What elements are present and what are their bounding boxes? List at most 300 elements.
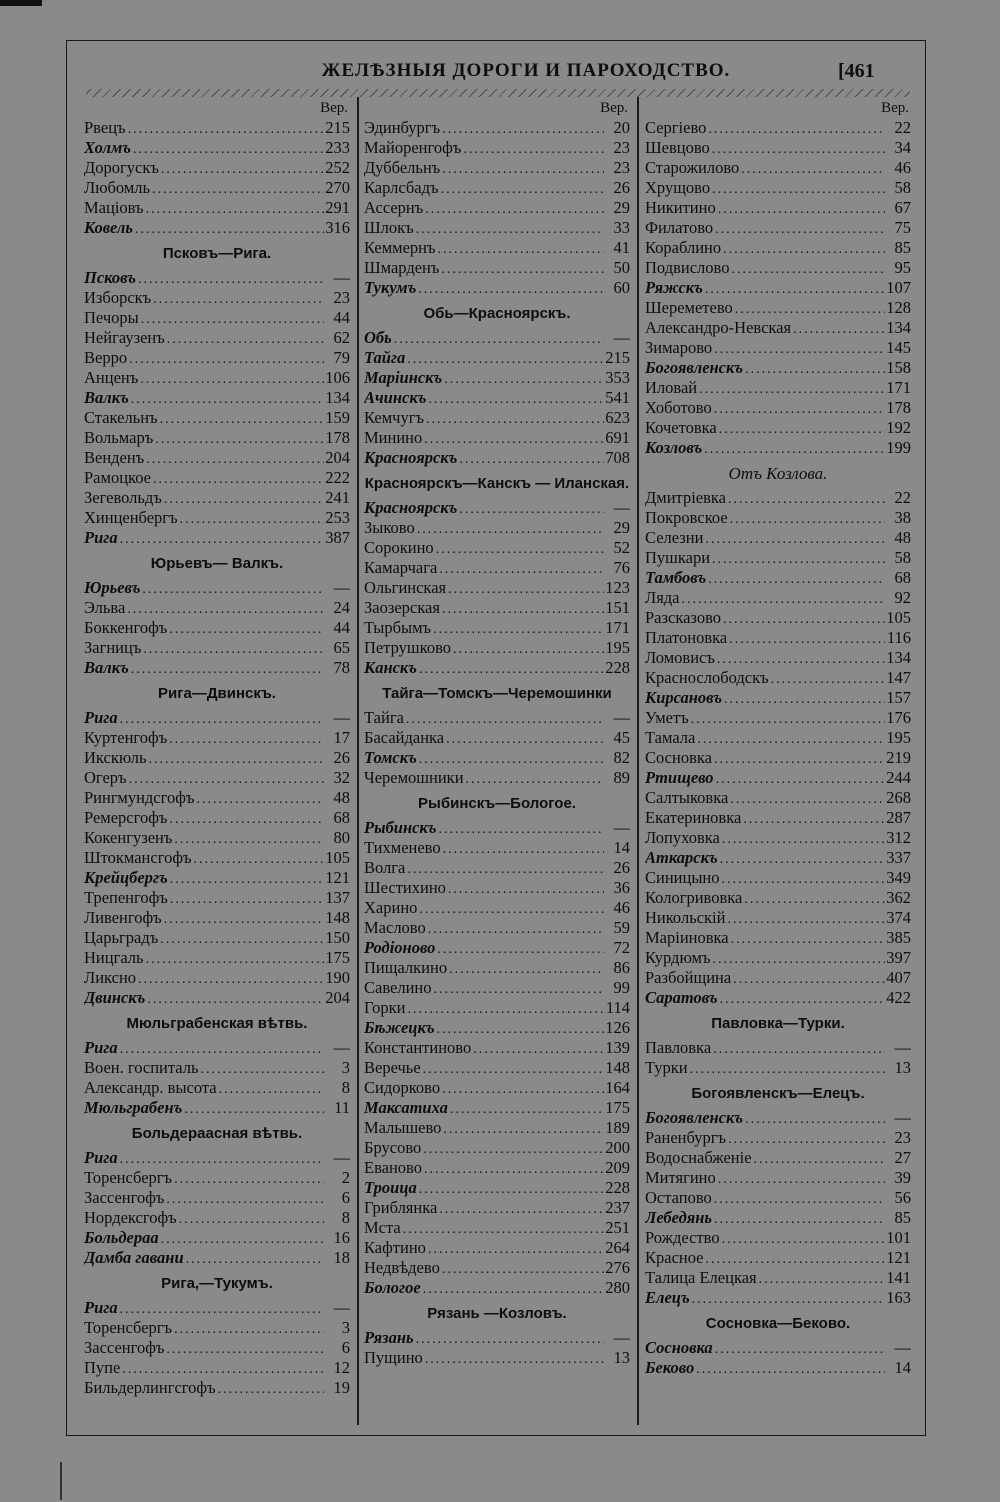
dot-leader <box>392 330 604 348</box>
distance-value: 26 <box>613 178 630 197</box>
distance-value: — <box>333 1298 350 1317</box>
station-row <box>84 1078 350 1098</box>
station-row <box>364 658 630 678</box>
station-name: Ницгаль <box>84 948 144 967</box>
distance-value: 141 <box>886 1268 911 1287</box>
station-name: Малышево <box>364 1118 442 1137</box>
distance-value: 95 <box>894 258 911 277</box>
distance-value: 58 <box>894 548 911 567</box>
station-name: Дуббельнъ <box>364 158 441 177</box>
station-row <box>645 548 911 568</box>
station-name: Верро <box>84 348 128 367</box>
distance-value: 44 <box>333 308 350 327</box>
distance-value: 85 <box>894 1208 911 1227</box>
distance-value: 353 <box>605 368 630 387</box>
dot-leader <box>471 1040 604 1058</box>
section-heading: Отъ Козлова. <box>728 464 828 483</box>
station-row <box>84 1378 350 1398</box>
distance-value: 12 <box>333 1358 350 1377</box>
dot-leader <box>136 970 324 988</box>
distance-value: 39 <box>894 1168 911 1187</box>
station-name: Тихменево <box>364 838 441 857</box>
distance-value: 192 <box>886 418 911 437</box>
station-row <box>84 1168 350 1188</box>
station-name: Покровское <box>645 508 728 527</box>
dot-leader <box>141 640 324 658</box>
station-row <box>84 808 350 828</box>
dot-leader <box>164 1190 324 1208</box>
station-row <box>645 888 911 908</box>
distance-value: 264 <box>605 1238 630 1257</box>
dot-leader <box>192 850 324 868</box>
station-row <box>84 288 350 308</box>
distance-value: 48 <box>894 528 911 547</box>
dot-leader <box>216 1380 324 1398</box>
dot-leader <box>718 990 885 1008</box>
distance-value: 121 <box>325 868 350 887</box>
corner-mark <box>0 0 42 6</box>
dot-leader <box>432 980 605 998</box>
station-name: Ликсно <box>84 968 137 987</box>
station-row <box>84 968 350 988</box>
distance-value: 79 <box>333 348 350 367</box>
station-name: Анценъ <box>84 368 139 387</box>
station-name: Торенсбергъ <box>84 1168 173 1187</box>
dot-leader <box>167 620 324 638</box>
station-row <box>364 158 630 178</box>
distance-value: 150 <box>325 928 350 947</box>
distance-value: 268 <box>886 788 911 807</box>
distance-value: 45 <box>613 728 630 747</box>
dot-leader <box>178 510 324 528</box>
station-name: Сосновка <box>645 1338 713 1357</box>
dot-leader <box>711 1040 885 1058</box>
distance-value: 27 <box>894 1148 911 1167</box>
dot-leader <box>451 640 604 658</box>
station-row <box>364 1018 630 1038</box>
station-name: Шестихино <box>364 878 446 897</box>
distance-value: 204 <box>325 448 350 467</box>
distance-value: 691 <box>605 428 630 447</box>
station-name: Бильдерлингсгофъ <box>84 1378 216 1397</box>
station-row <box>84 908 350 928</box>
station-row <box>364 1238 630 1258</box>
station-row <box>645 848 911 868</box>
station-name: Иловай <box>645 378 698 397</box>
station-name: Козловъ <box>645 438 703 457</box>
station-row <box>84 158 350 178</box>
section-heading: Сосновка—Беково. <box>705 1315 851 1332</box>
dot-leader <box>421 1280 604 1298</box>
station-row <box>645 1358 911 1378</box>
dot-leader <box>426 390 604 408</box>
station-name: Пищалкино <box>364 958 448 977</box>
dot-leader <box>129 660 324 678</box>
station-name: Зимарово <box>645 338 713 357</box>
distance-value: 76 <box>613 558 630 577</box>
station-name: Минино <box>364 428 423 447</box>
distance-value: 101 <box>886 1228 911 1247</box>
dot-leader <box>136 270 324 288</box>
distance-value: 23 <box>613 138 630 157</box>
station-row <box>364 748 630 768</box>
distance-value: 3 <box>341 1058 350 1077</box>
dot-leader <box>118 530 324 548</box>
station-name: Изборскъ <box>84 288 152 307</box>
column-left <box>84 98 350 1398</box>
dot-leader <box>118 1150 324 1168</box>
distance-value: — <box>333 268 350 287</box>
station-row <box>364 918 630 938</box>
dot-leader <box>417 750 604 768</box>
dot-leader <box>162 490 324 508</box>
dot-leader <box>447 960 604 978</box>
distance-value: 62 <box>333 328 350 347</box>
station-name: Эдинбургъ <box>364 118 441 137</box>
station-row <box>645 218 911 238</box>
dot-leader <box>424 410 604 428</box>
dot-leader <box>151 290 324 308</box>
station-row <box>645 948 911 968</box>
distance-value: 67 <box>894 198 911 217</box>
station-row <box>364 1158 630 1178</box>
dot-leader <box>159 160 324 178</box>
station-name: Красное <box>645 1248 704 1267</box>
station-name: Екатериновка <box>645 808 742 827</box>
station-name: Ольгинская <box>364 578 447 597</box>
distance-value: 134 <box>886 648 911 667</box>
station-name: Лопуховка <box>645 828 720 847</box>
station-row <box>645 988 911 1008</box>
dot-leader <box>720 1230 885 1248</box>
station-name: Псковъ <box>84 268 136 287</box>
dot-leader <box>153 430 324 448</box>
station-name: Канскъ <box>364 658 417 677</box>
station-row <box>645 258 911 278</box>
distance-value: 280 <box>605 1278 630 1297</box>
dot-leader <box>421 1060 604 1078</box>
distance-value: 199 <box>886 438 911 457</box>
distance-value: 145 <box>886 338 911 357</box>
station-name: Огеръ <box>84 768 127 787</box>
station-name: Саратовъ <box>645 988 718 1007</box>
distance-value: 163 <box>886 1288 911 1307</box>
dot-leader <box>436 240 604 258</box>
station-row <box>645 298 911 318</box>
section-heading: Обь—Красноярскъ. <box>423 305 571 322</box>
station-name: Торенсбергъ <box>84 1318 173 1337</box>
dot-leader <box>144 200 324 218</box>
dot-leader <box>680 590 886 608</box>
distance-value: 270 <box>325 178 350 197</box>
station-name: Константиново <box>364 1038 472 1057</box>
station-name: Черемошники <box>364 768 464 787</box>
station-row <box>84 768 350 788</box>
distance-value: 18 <box>333 1248 350 1267</box>
station-name: Дмитріевка <box>645 488 726 507</box>
dot-leader <box>739 160 885 178</box>
station-name: Остапово <box>645 1188 712 1207</box>
distance-value: 22 <box>894 118 911 137</box>
station-row <box>364 258 630 278</box>
station-name: Дамба гавани <box>84 1248 184 1267</box>
station-name: Разбойщина <box>645 968 732 987</box>
station-name: Юрьевъ <box>84 578 141 597</box>
distance-value: 46 <box>894 158 911 177</box>
station-row <box>645 1208 911 1228</box>
distance-value: 106 <box>325 368 350 387</box>
dot-leader <box>457 500 604 518</box>
station-row <box>364 428 630 448</box>
distance-value: — <box>894 1108 911 1127</box>
station-row <box>645 418 911 438</box>
dot-leader <box>145 990 324 1008</box>
station-row <box>645 1148 911 1168</box>
section-heading: Рязань —Козловъ. <box>427 1305 567 1322</box>
dot-leader <box>172 830 324 848</box>
dot-leader <box>133 220 324 238</box>
distance-value: 22 <box>894 488 911 507</box>
dot-leader <box>165 330 324 348</box>
station-name: Петрушково <box>364 638 451 657</box>
station-row <box>84 1248 350 1268</box>
distance-value: 105 <box>886 608 911 627</box>
station-row <box>364 178 630 198</box>
station-row <box>84 328 350 348</box>
distance-value: 362 <box>886 888 911 907</box>
station-row <box>84 218 350 238</box>
dot-leader <box>712 340 885 358</box>
station-row <box>364 1038 630 1058</box>
distance-value: 80 <box>333 828 350 847</box>
distance-value: 3 <box>341 1318 350 1337</box>
dot-leader <box>442 370 604 388</box>
dot-leader <box>713 1340 885 1358</box>
station-name: Двинскъ <box>84 988 146 1007</box>
dot-leader <box>404 710 604 728</box>
dot-leader <box>457 450 604 468</box>
station-name: Красноярскъ <box>364 498 458 517</box>
station-name: Сорокино <box>364 538 434 557</box>
station-row <box>84 708 350 728</box>
station-row <box>364 1138 630 1158</box>
station-name: Тукумъ <box>364 278 417 297</box>
station-row <box>84 1038 350 1058</box>
dot-leader <box>728 510 885 528</box>
station-row <box>364 1198 630 1218</box>
dot-leader <box>711 950 885 968</box>
distance-value: 58 <box>894 178 911 197</box>
station-name: Курдюмъ <box>645 948 711 967</box>
dot-leader <box>697 380 885 398</box>
dot-leader <box>150 180 324 198</box>
station-name: Шлокъ <box>364 218 414 237</box>
dot-leader <box>414 220 604 238</box>
distance-value: 114 <box>605 998 630 1017</box>
distance-value: 195 <box>886 728 911 747</box>
station-name: Маціовъ <box>84 198 144 217</box>
dot-leader <box>725 910 885 928</box>
station-name: Хрущово <box>645 178 711 197</box>
distance-value: 8 <box>341 1208 350 1227</box>
distance-value: 541 <box>605 388 630 407</box>
section-heading: Рыбинскъ—Бологое. <box>418 795 576 812</box>
distance-value: 385 <box>886 928 911 947</box>
station-row <box>84 1058 350 1078</box>
verst-label: Вер. <box>881 100 909 116</box>
distance-value: — <box>333 708 350 727</box>
dot-leader <box>741 810 885 828</box>
station-name: Волга <box>364 858 406 877</box>
distance-value: 13 <box>613 1348 630 1367</box>
station-name: Загницъ <box>84 638 142 657</box>
station-row <box>364 388 630 408</box>
station-row <box>364 448 630 468</box>
station-name: Нордексгофъ <box>84 1208 177 1227</box>
distance-value: 244 <box>886 768 911 787</box>
header-rule <box>86 89 910 97</box>
column-divider <box>357 97 359 1425</box>
distance-value: 139 <box>605 1038 630 1057</box>
station-name: Холмъ <box>84 138 131 157</box>
station-name: Заозерская <box>364 598 440 617</box>
station-name: Тайга <box>364 708 404 727</box>
station-name: Веречье <box>364 1058 421 1077</box>
station-row <box>364 328 630 348</box>
station-name: Савелино <box>364 978 432 997</box>
station-row <box>364 958 630 978</box>
dot-leader <box>164 1340 324 1358</box>
station-name: Лебедянь <box>645 1208 712 1227</box>
station-name: Александр. высота <box>84 1078 217 1097</box>
dot-leader <box>405 1000 604 1018</box>
dot-leader <box>120 1360 324 1378</box>
dot-leader <box>125 600 324 618</box>
distance-value: — <box>894 1338 911 1357</box>
station-row <box>645 198 911 218</box>
station-name: Кологривовка <box>645 888 743 907</box>
station-row <box>645 278 911 298</box>
station-row <box>645 628 911 648</box>
distance-value: 209 <box>605 1158 630 1177</box>
dot-leader <box>126 120 324 138</box>
distance-value: 175 <box>605 1098 630 1117</box>
dot-leader <box>416 280 604 298</box>
dot-leader <box>712 750 885 768</box>
station-row <box>645 788 911 808</box>
station-name: Богоявленскъ <box>645 358 744 377</box>
station-row <box>364 618 630 638</box>
station-name: Мста <box>364 1218 401 1237</box>
distance-value: 312 <box>886 828 911 847</box>
distance-value: 20 <box>613 118 630 137</box>
station-name: Турки <box>645 1058 688 1077</box>
distance-value: 126 <box>605 1018 630 1037</box>
distance-value: 623 <box>605 408 630 427</box>
dot-leader <box>720 870 886 888</box>
station-name: Салтыковка <box>645 788 729 807</box>
distance-value: 164 <box>605 1078 630 1097</box>
station-row <box>84 658 350 678</box>
distance-value: 253 <box>325 508 350 527</box>
distance-value: 337 <box>886 848 911 867</box>
distance-value: 233 <box>325 138 350 157</box>
station-name: Никольскій <box>645 908 726 927</box>
dot-leader <box>131 140 324 158</box>
station-name: Рига <box>84 1038 118 1057</box>
station-row <box>84 448 350 468</box>
station-name: Мюльграбенъ <box>84 1098 183 1117</box>
station-row <box>645 1188 911 1208</box>
distance-value: 137 <box>325 888 350 907</box>
distance-value: 52 <box>613 538 630 557</box>
station-row <box>645 508 911 528</box>
dot-leader <box>421 1140 604 1158</box>
station-name: Сергіево <box>645 118 707 137</box>
station-name: Рига <box>84 528 118 547</box>
station-name: Старожилово <box>645 158 740 177</box>
station-row <box>84 788 350 808</box>
station-name: Томскъ <box>364 748 417 767</box>
station-name: Ковель <box>84 218 133 237</box>
station-row <box>84 268 350 288</box>
station-row <box>84 138 350 158</box>
station-row <box>645 378 911 398</box>
distance-value: 23 <box>613 158 630 177</box>
station-name: Маріиновка <box>645 928 729 947</box>
distance-value: 374 <box>886 908 911 927</box>
station-row <box>364 1078 630 1098</box>
station-name: Разсказово <box>645 608 722 627</box>
station-row <box>364 368 630 388</box>
distance-value: 276 <box>605 1258 630 1277</box>
station-name: Раненбургъ <box>645 1128 727 1147</box>
section-heading: Красноярскъ—Канскъ — Иланская. <box>364 475 630 492</box>
distance-value: 33 <box>613 218 630 237</box>
station-name: Трепенгофъ <box>84 888 168 907</box>
station-name: Рига <box>84 1148 118 1167</box>
dot-leader <box>158 930 324 948</box>
distance-value: 171 <box>605 618 630 637</box>
station-row <box>645 908 911 928</box>
station-row <box>84 488 350 508</box>
dot-leader <box>401 1220 604 1238</box>
distance-value: 46 <box>613 898 630 917</box>
dot-leader <box>140 580 324 598</box>
dot-leader <box>757 1270 885 1288</box>
station-name: Красноярскъ <box>364 448 458 467</box>
dot-leader <box>168 890 324 908</box>
distance-value: 200 <box>605 1138 630 1157</box>
dot-leader <box>727 630 885 648</box>
station-row <box>364 1178 630 1198</box>
station-row <box>645 118 911 138</box>
distance-value: 195 <box>605 638 630 657</box>
station-row <box>84 638 350 658</box>
distance-value: 23 <box>894 1128 911 1147</box>
distance-value: 128 <box>886 298 911 317</box>
station-name: Нейгаузенъ <box>84 328 165 347</box>
dot-leader <box>434 540 604 558</box>
distance-value: 171 <box>886 378 911 397</box>
station-name: Тамбовъ <box>645 568 707 587</box>
station-row <box>364 1118 630 1138</box>
station-name: Подвислово <box>645 258 730 277</box>
dot-leader <box>162 910 324 928</box>
station-row <box>645 438 911 458</box>
station-row <box>84 1358 350 1378</box>
dot-leader <box>718 850 885 868</box>
